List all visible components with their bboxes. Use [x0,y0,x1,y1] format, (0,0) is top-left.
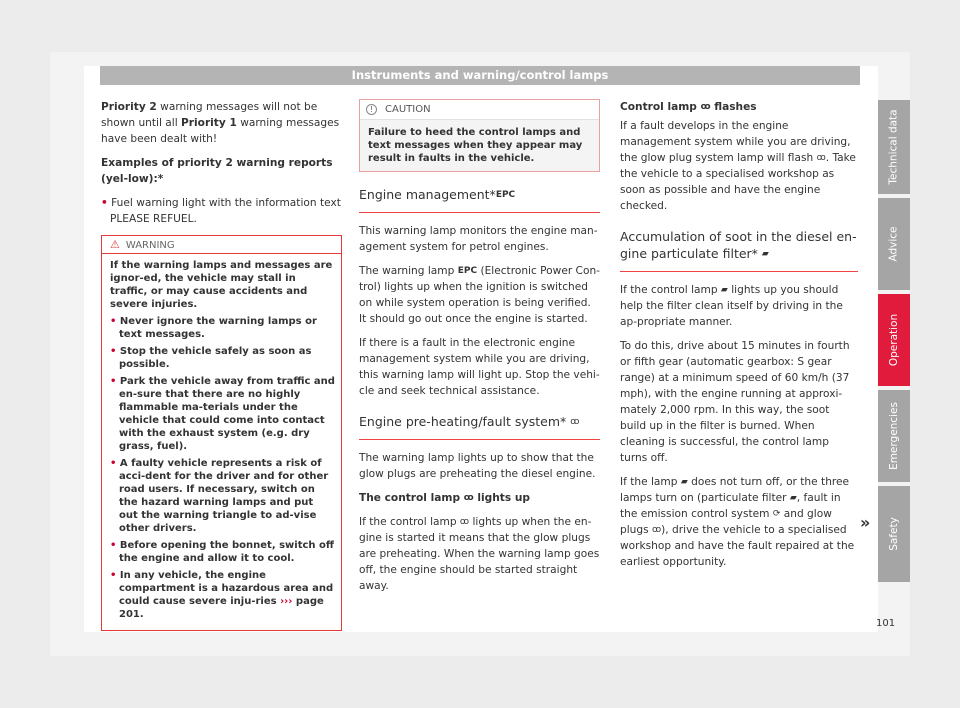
info-circle-icon: ! [366,104,377,115]
column-right [620,99,858,578]
tab-label: Advice [888,226,900,262]
bullet-dot: • [110,376,117,387]
soot-p3-a: If the lamp [620,476,681,488]
caution-text: Failure to heed the control lamps and text messages when they appear may result in faults in the vehicle. [368,127,583,164]
engine-mgmt-p2-a: The warning lamp [359,265,458,277]
tab-label: Emergencies [888,402,901,470]
priority-text-1: warning messages will not be shown until all [101,101,318,129]
caution-box [359,99,600,172]
column-middle [359,99,600,602]
particulate-filter-icon: ▰ [680,477,688,487]
link-arrows-icon: ››› [280,596,293,607]
tab-operation[interactable] [878,294,910,386]
caution-header [360,100,599,120]
glow-plug-icon: ꝏ [700,102,711,112]
flashes-p1-a: If a fault develops in the engine management system while you are driving, the glow plug system lamp will flash [620,120,851,164]
flashes-p1 [620,118,858,214]
priority-paragraph [101,99,342,147]
fuel-bullet-text: Fuel warning light with the information text PLEASE REFUEL. [110,197,341,225]
glow-plug-icon: ꝏ [816,153,826,163]
warning-item-text: Park the vehicle away from traffic and en-sure that there are no highly flammable ma-terials under the vehicle that could come into contact with the exhaust system (e.g. dry grass, fuel). [119,376,335,452]
priority1-label: Priority 1 [181,117,237,129]
preheating-p2-b: lights up when the en-gine is started it means that the glow plugs are preheating. When the warning lamp goes off, the engine should be started straight away. [359,516,600,592]
soot-p3-b: does not turn off, or the three lamps turn on (particulate filter [620,476,850,504]
priority2-label: Priority 2 [101,101,157,113]
engine-mgmt-p3: If there is a fault in the electronic engine management system while you are driving, this warning lamp will light up. Stop the vehi-cle and seek technical assistance. [359,337,600,397]
glow-plug-icon: ꝏ [652,525,662,535]
warning-item [110,345,335,371]
tab-label: Safety [888,517,900,551]
preheating-subhead [359,490,600,506]
section-title-text: Engine management* [359,187,496,202]
tab-safety[interactable] [878,486,910,582]
link-end: . [139,609,144,620]
particulate-filter-icon: ▰ [789,493,797,503]
glow-plug-icon: ꝏ [463,493,474,503]
caution-label: CAUTION [385,104,431,115]
soot-p3-d: and glow plugs [620,508,832,536]
warning-item [110,539,335,565]
warning-item [110,375,335,453]
preheating-p2 [359,514,600,594]
bullet-dot: • [110,346,117,357]
warning-label: WARNING [125,240,175,251]
engine-mgmt-p2 [359,263,600,327]
tab-label: Technical data [888,109,901,185]
tab-advice[interactable] [878,198,910,290]
section-title-text: Engine pre-heating/fault system* [359,414,567,429]
page-header: Instruments and warning/control lamps [100,66,860,85]
fuel-bullet [101,195,342,227]
bullet-dot: • [110,570,117,581]
emission-control-icon: ⟳ [772,509,781,519]
subhead-text-b: lights up [473,492,530,504]
soot-p3-e: ), drive the vehicle to a specialised workshop and have the fault repaired at the earliest opportunity. [620,524,855,568]
section-title-preheating [359,413,600,440]
warning-item-text: Never ignore the warning lamps or text messages. [119,316,317,340]
warning-item-text: In any vehicle, the engine compartment is a hazardous area and could cause severe inju-ries [119,570,334,607]
soot-p1-b: lights up you should help the filter clean itself by driving in the ap-propriate manner. [620,284,843,328]
column-left [101,99,342,631]
bullet-dot: • [110,316,117,327]
bullet-dot: • [101,197,108,209]
tab-technical-data[interactable] [878,100,910,194]
tab-label: Operation [888,313,901,367]
epc-icon: EPC [457,266,478,276]
subhead-text: Control lamp [620,101,701,113]
bullet-dot: • [110,540,117,551]
page-number: 101 [876,618,896,629]
glow-plug-icon: ꝏ [570,417,580,427]
glow-plug-icon: ꝏ [459,517,470,527]
warning-item [110,569,335,621]
warning-item [110,315,335,341]
warning-item-text: Before opening the bonnet, switch off the engine and allow it to cool. [119,540,334,564]
warning-triangle-icon: ⚠ [110,238,120,251]
soot-p1 [620,282,858,330]
engine-mgmt-p2-b: (Electronic Power Con-trol) lights up when the ignition is switched on while system operation is being verified. It should go out once the engine is started. [359,265,600,325]
section-title-text: Accumulation of soot in the diesel en-gine particulate filter* [620,229,857,261]
soot-p3 [620,474,858,570]
soot-p2: To do this, drive about 15 minutes in fourth or fifth gear (automatic gearbox: S gear range) at a minimum speed of 60 km/h (37 mph), with the engine running at approxi-mately 2,000 rpm. In this way, the soot build up in the filter is burned. When cleaning is successful, the control lamp turns off. [620,340,850,464]
tab-emergencies[interactable] [878,390,910,482]
warning-header [102,236,341,254]
examples-heading-text: Examples of priority 2 warning reports (yel-low):* [101,157,333,185]
soot-p1-a: If the control lamp [620,284,721,296]
continue-chevron-icon: » [860,513,871,532]
flashes-subhead [620,99,858,115]
bullet-dot: • [110,458,117,469]
flashes-p1-b: . Take the vehicle to a specialised workshop as soon as possible and have the engine checked. [620,152,856,212]
section-title-engine-management [359,186,600,213]
particulate-filter-icon: ▰ [761,249,769,259]
subhead-text-b: flashes [710,101,757,113]
engine-mgmt-p1: This warning lamp monitors the engine man-agement system for petrol engines. [359,225,598,253]
warning-box [101,235,342,631]
warning-item-text: Stop the vehicle safely as soon as possible. [119,346,312,370]
warning-item-text: A faulty vehicle represents a risk of acci-dent for the driver and for other road users. If necessary, switch on the hazard warning lamps and put out the warning triangle to ad-vise other drivers. [119,458,329,534]
particulate-filter-icon: ▰ [720,285,728,295]
preheating-p2-a: If the control lamp [359,516,460,528]
link-text: page 201 [119,596,324,620]
subhead-text: The control lamp [359,492,464,504]
warning-intro: If the warning lamps and messages are ignor-ed, the vehicle may stall in traffic, or may cause accidents and severe injuries. [110,260,333,310]
soot-p3-c: , fault in the emission control system [620,492,841,520]
priority-text-2: warning messages have been dealt with! [101,117,340,145]
preheating-p1: The warning lamp lights up to show that the glow plugs are preheating the diesel engine. [359,452,596,480]
warning-body [102,254,341,630]
section-title-soot [620,228,858,272]
warning-item [110,457,335,535]
examples-heading [101,155,342,187]
epc-icon: EPC [495,190,516,200]
